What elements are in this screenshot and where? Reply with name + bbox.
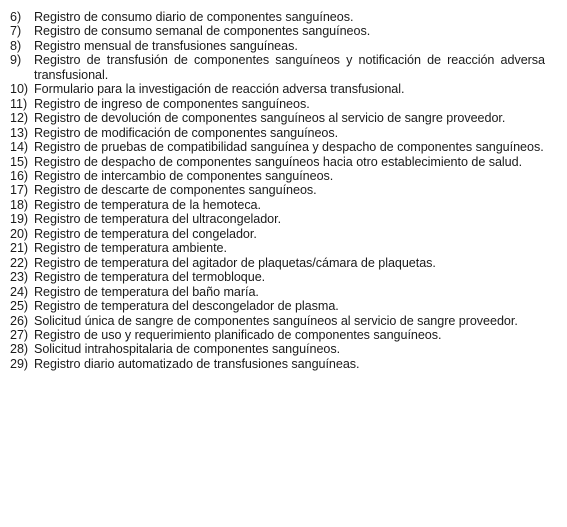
item-number: 17) (10, 183, 29, 198)
list-item (10, 24, 545, 38)
list-item (10, 39, 545, 53)
list-item (10, 212, 545, 226)
item-number: 18) (10, 197, 29, 212)
item-text: Registro de ingreso de componentes sanguíneos. (34, 96, 310, 111)
item-text: Registro de temperatura del descongelador de plasma. (34, 299, 339, 314)
item-number: 25) (10, 299, 29, 314)
item-number: 9) (10, 53, 22, 68)
item-text: Solicitud intrahospitalaria de componentes sanguíneos. (34, 342, 341, 357)
item-text: Registro de transfusión de componentes sanguíneos y notificación de reacción adversa transfusional. (34, 53, 545, 82)
document-list (10, 10, 545, 371)
item-number: 7) (10, 24, 22, 39)
item-text: Registro de temperatura del baño maría. (34, 284, 259, 299)
item-text: Registro de temperatura del congelador. (34, 226, 257, 241)
item-number: 24) (10, 284, 29, 299)
item-text: Registro de consumo semanal de componentes sanguíneos. (34, 24, 371, 39)
list-item (10, 241, 545, 255)
item-text: Registro de descarte de componentes sanguíneos. (34, 183, 317, 198)
item-text: Solicitud única de sangre de componentes sanguíneos al servicio de sangre proveedor. (34, 313, 518, 328)
item-text: Registro de devolución de componentes sanguíneos al servicio de sangre proveedor. (34, 111, 506, 126)
item-text: Registro de pruebas de compatibilidad sanguínea y despacho de componentes sanguíneos. (34, 140, 544, 155)
list-item (10, 183, 545, 197)
item-text: Registro de modificación de componentes sanguíneos. (34, 125, 339, 140)
item-number: 29) (10, 356, 29, 371)
list-item (10, 169, 545, 183)
list-item (10, 126, 545, 140)
item-number: 16) (10, 168, 29, 183)
list-item (10, 328, 545, 342)
item-number: 13) (10, 125, 29, 140)
list-item (10, 357, 545, 371)
item-number: 26) (10, 313, 29, 328)
item-number: 22) (10, 255, 29, 270)
item-number: 11) (10, 96, 28, 111)
item-text: Registro de temperatura de la hemoteca. (34, 197, 261, 212)
item-text: Formulario para la investigación de reacción adversa transfusional. (34, 82, 405, 97)
item-number: 28) (10, 342, 29, 357)
item-number: 14) (10, 140, 29, 155)
list-item (10, 314, 545, 328)
list-item (10, 10, 545, 24)
item-text: Registro mensual de transfusiones sanguíneas. (34, 38, 298, 53)
item-text: Registro de intercambio de componentes sanguíneos. (34, 168, 334, 183)
list-item (10, 82, 545, 96)
list-item (10, 97, 545, 111)
item-number: 19) (10, 212, 29, 227)
item-text: Registro de temperatura ambiente. (34, 241, 227, 256)
item-text: Registro de consumo diario de componentes sanguíneos. (34, 10, 354, 24)
item-text: Registro de uso y requerimiento planificado de componentes sanguíneos. (34, 327, 442, 342)
item-text: Registro de temperatura del agitador de plaquetas/cámara de plaquetas. (34, 255, 436, 270)
list-item (10, 53, 545, 82)
item-number: 8) (10, 38, 22, 53)
item-number: 10) (10, 82, 29, 97)
list-item (10, 140, 545, 154)
list-item (10, 227, 545, 241)
list-item (10, 342, 545, 356)
item-number: 23) (10, 270, 29, 285)
list-item (10, 270, 545, 284)
item-text: Registro diario automatizado de transfusiones sanguíneas. (34, 356, 360, 371)
item-number: 20) (10, 226, 29, 241)
item-text: Registro de despacho de componentes sanguíneos hacia otro establecimiento de salud. (34, 154, 523, 169)
item-number: 15) (10, 154, 29, 169)
list-item (10, 299, 545, 313)
list-item (10, 285, 545, 299)
item-number: 21) (10, 241, 29, 256)
item-text: Registro de temperatura del ultracongelador. (34, 212, 282, 227)
item-text: Registro de temperatura del termobloque. (34, 270, 266, 285)
list-item (10, 111, 545, 125)
list-item (10, 256, 545, 270)
list-item (10, 198, 545, 212)
item-number: 12) (10, 111, 29, 126)
list-item (10, 155, 545, 169)
item-number: 6) (10, 10, 22, 24)
item-number: 27) (10, 327, 29, 342)
